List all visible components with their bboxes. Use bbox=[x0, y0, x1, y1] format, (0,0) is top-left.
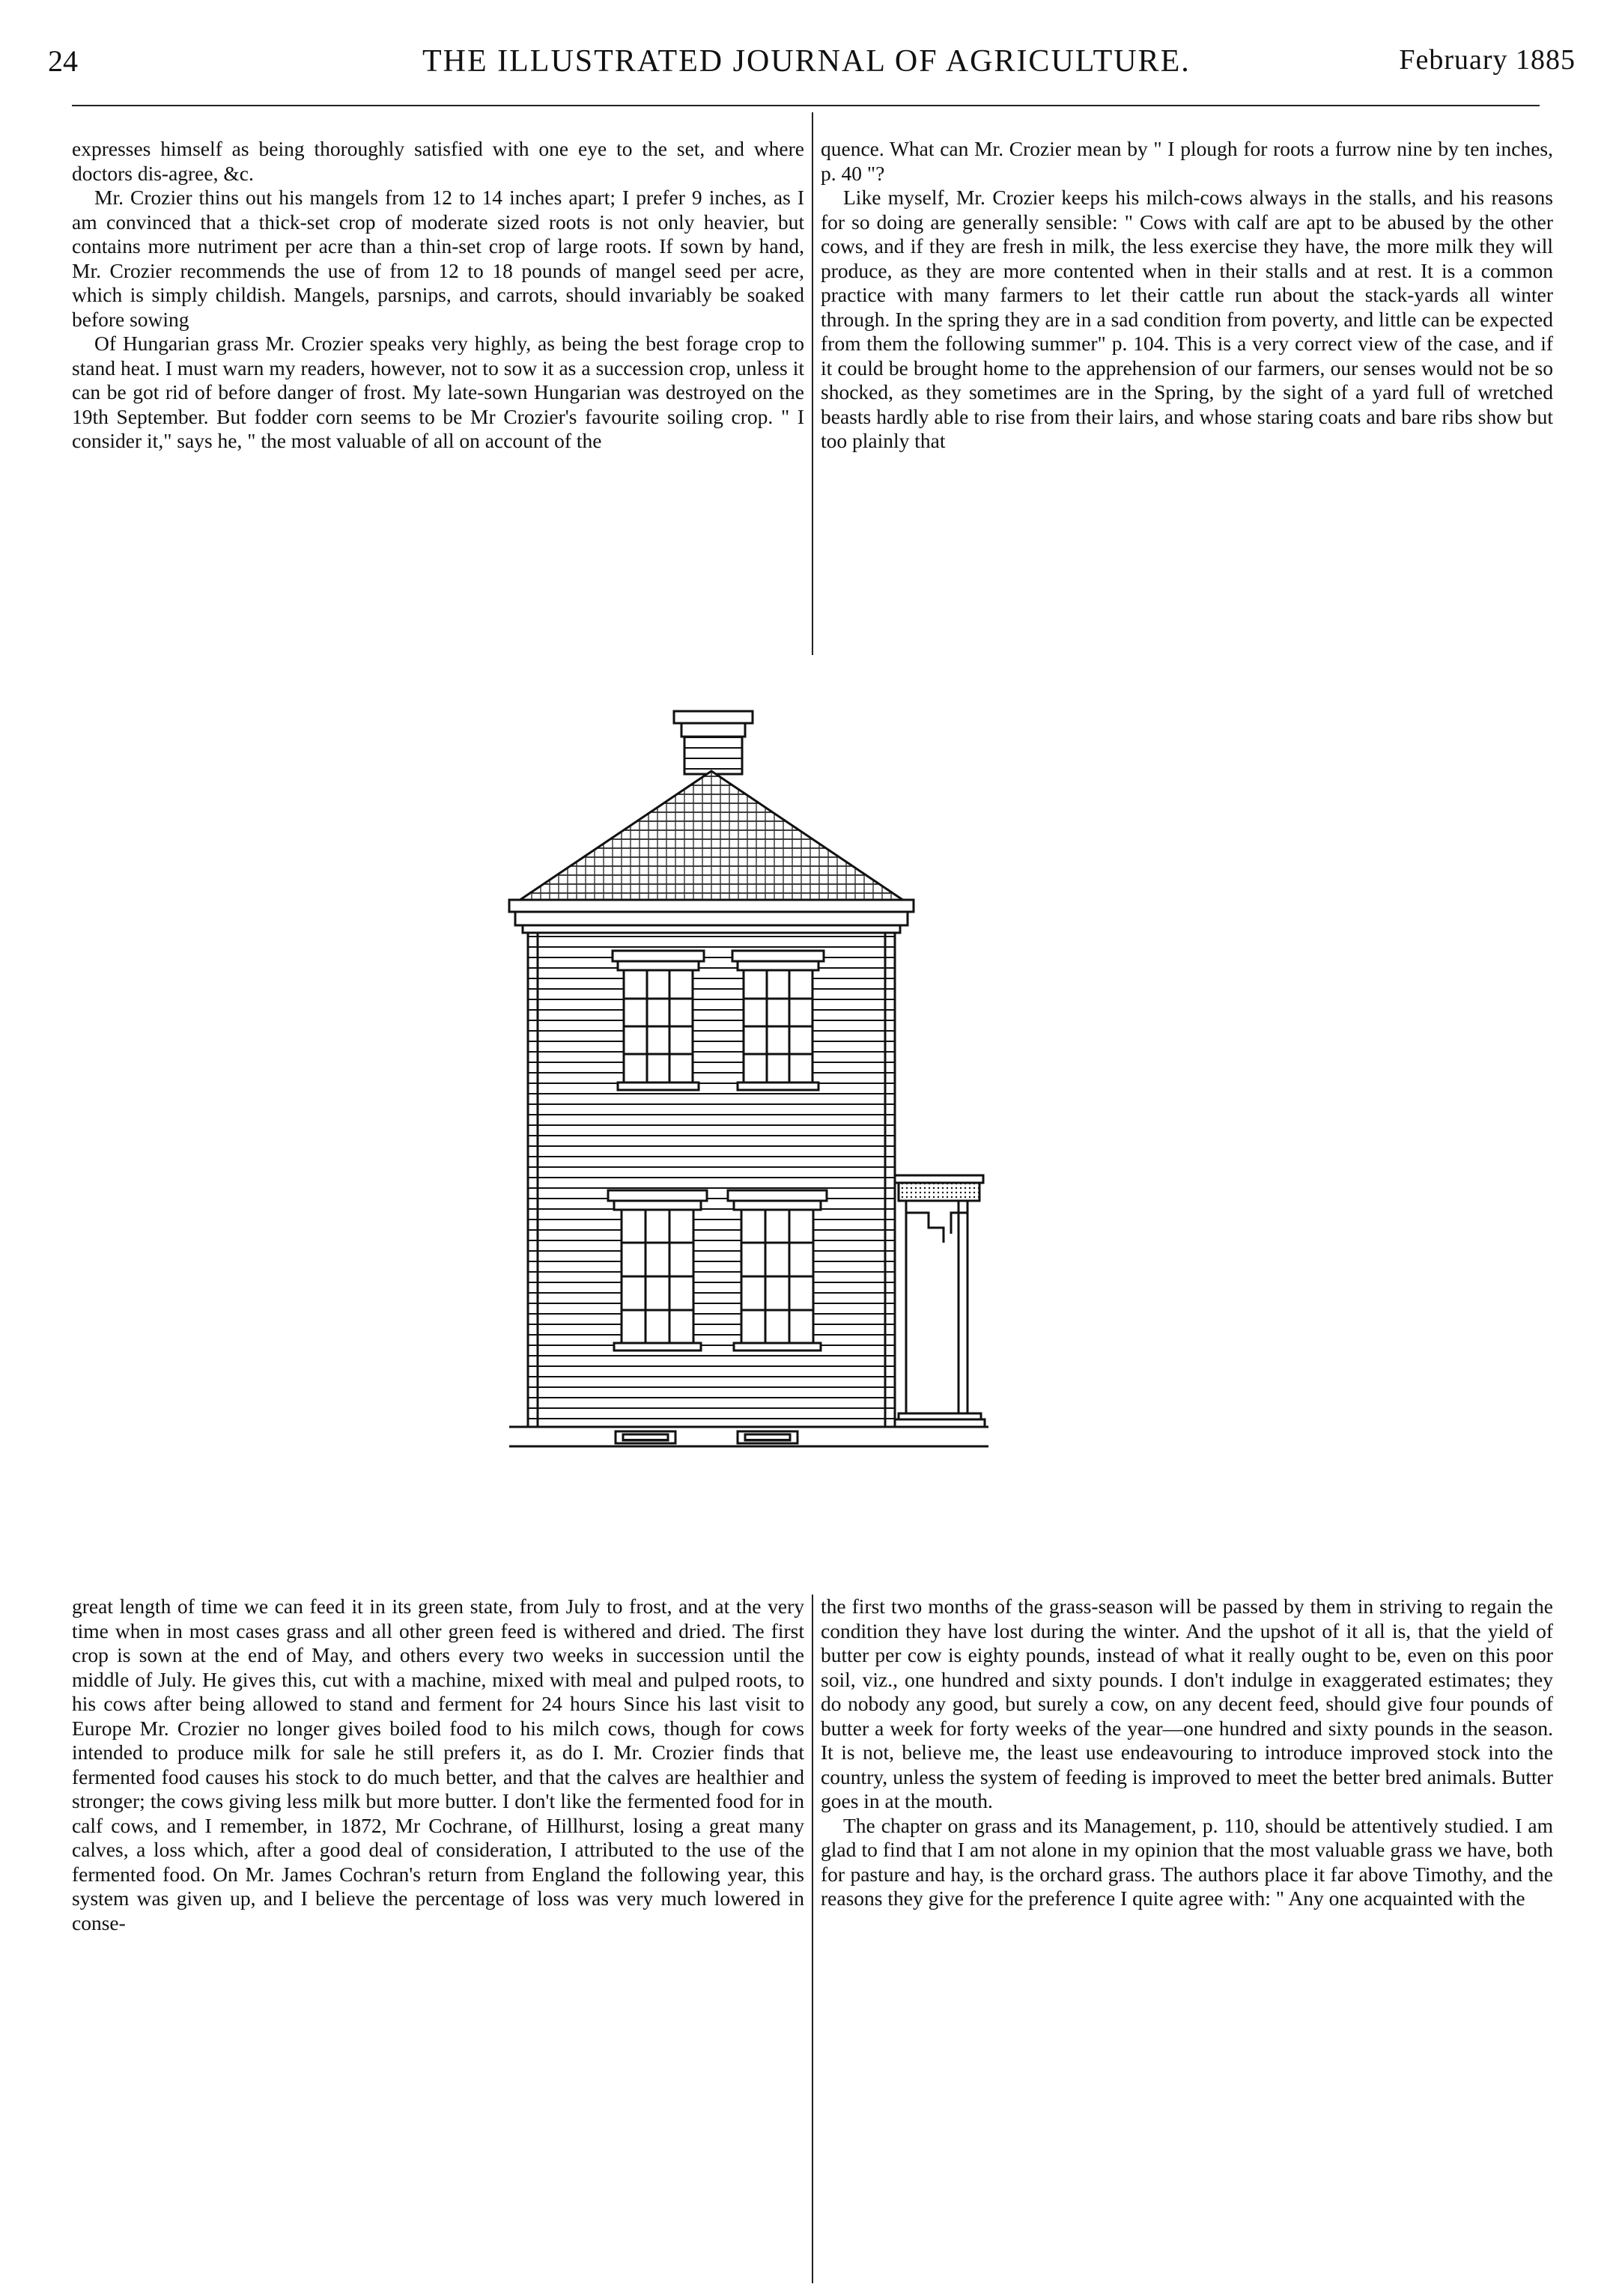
text-column-top-left bbox=[72, 137, 804, 654]
column-divider-bottom bbox=[812, 1595, 813, 2283]
paragraph: quence. What can Mr. Crozier mean by " I plough for roots a furrow nine by ten inches, p. 40 "? bbox=[821, 137, 1553, 185]
paragraph: The chapter on grass and its Management, p. 110, should be attentively studied. I am glad to find that I am not alone in my opinion that the most valuable grass we have, both for pasture and hay, is the orchard grass. The authors place it far above Timothy, and the reasons they give for the preference I quite agree with: " Any one acquainted with the bbox=[821, 1813, 1553, 1910]
house-elevation-illustration bbox=[329, 696, 1273, 1542]
chimney bbox=[674, 711, 753, 774]
issue-date: February 1885 bbox=[1399, 44, 1576, 76]
page-number: 24 bbox=[48, 44, 78, 78]
paragraph: Like myself, Mr. Crozier keeps his milch-cows always in the stalls, and his reasons for so doing are generally sensible: " Cows with calf are apt to be abused by the other cows, and if they are fresh in milk, the less exercise they have, the more milk they will produce, as they are more contented when in their stalls and at rest. It is a common practice with many farmers to let their cattle run about the stack-yards all winter through. In the spring they are in a sad condition from poverty, and little can be expected from them the following summer" p. 104. This is a very correct view of the case, and if it could be brought home to the apprehension of our farmers, our senses would not be so shocked, as they sometimes are in the Spring, by the sight of a yard full of wretched beasts hardly able to rise from their lairs, and whose staring coats and bare ribs show but too plainly that bbox=[821, 186, 1553, 452]
foundation bbox=[509, 1427, 988, 1446]
window-lower-left bbox=[608, 1190, 707, 1351]
house-elevation-icon bbox=[329, 696, 1273, 1542]
paragraph: the first two months of the grass-season will be passed by them in striving to regain the condition they have lost during the winter. And the upshot of it all is, that the yield of butter per cow is eighty pounds, instead of what it really ought to be, even on this poor soil, viz., one hundred and sixty pounds. I don't indulge in exaggerated estimates; they do nobody any good, but surely a cow, on any decent feed, should give four pounds of butter a week for forty weeks of the year—one hundred and sixty pounds in the season. It is not, believe me, the least use endeavouring to introduce improved stock into the country, unless the system of feeding is improved to meet the better bred animals. Butter goes in at the mouth. bbox=[821, 1595, 1553, 1812]
text-column-top-right bbox=[821, 137, 1553, 654]
window-upper-right bbox=[732, 951, 824, 1090]
text-column-bottom-right bbox=[821, 1595, 1553, 2283]
paragraph: expresses himself as being thoroughly satisfied with one eye to the set, and where doctors dis-agree, &c. bbox=[72, 137, 804, 185]
paragraph: Mr. Crozier thins out his mangels from 12 to 14 inches apart; I prefer 9 inches, as I am convinced that a thick-set crop of moderate sized roots is not only heavier, but contains more nutriment per acre than a thin-set crop of large roots. If sown by hand, Mr. Crozier recommends the use of from 12 to 18 pounds of mangel seed per acre, which is simply childish. Mangels, parsnips, and carrots, should invariably be soaked before sowing bbox=[72, 186, 804, 331]
window-lower-right bbox=[728, 1190, 827, 1351]
window-upper-left bbox=[613, 951, 704, 1090]
header-rule bbox=[72, 105, 1540, 106]
main-wall bbox=[528, 933, 895, 1427]
roof bbox=[517, 771, 906, 902]
paragraph: great length of time we can feed it in its green state, from July to frost, and at the very time when in most cases grass and all other green feed is withered and dried. The first crop is sown at the end of May, and others every two weeks in succession until the middle of July. He gives this, cut with a machine, mixed with meal and pulped roots, to his cows after being allowed to stand and ferment for 24 hours Since his last visit to Europe Mr. Crozier no longer gives boiled food to his milch cows, though for cows intended to produce milk for sale he still prefers it, as do I. Mr. Crozier finds that fermented food causes his stock to do much better, and that the calves are healthier and stronger; the cows giving less milk but more butter. I don't like the fermented food for in calf cows, and I remember, in 1872, Mr Cochrane, of Hillhurst, losing a great many calves, a loss which, after a good deal of consideration, I attributed to the use of the fermented food. On Mr. James Cochran's return from England the following year, this system was given up, and I believe the percentage of loss was very much lowered in conse- bbox=[72, 1595, 804, 1934]
journal-title: THE ILLUSTRATED JOURNAL OF AGRICULTURE. bbox=[422, 44, 1191, 79]
text-column-bottom-left bbox=[72, 1595, 804, 2283]
paragraph: Of Hungarian grass Mr. Crozier speaks very highly, as being the best forage crop to stand heat. I must warn my readers, however, not to sow it as a succession crop, unless it can be got rid of before danger of frost. My late-sown Hungarian was destroyed on the 19th September. But fodder corn seems to be Mr Crozier's favourite soiling crop. " I consider it," says he, " the most valuable of all on account of the bbox=[72, 332, 804, 452]
cornice bbox=[509, 900, 914, 933]
page-header bbox=[33, 39, 1576, 84]
porch bbox=[895, 1175, 985, 1427]
column-divider-top bbox=[812, 112, 813, 655]
